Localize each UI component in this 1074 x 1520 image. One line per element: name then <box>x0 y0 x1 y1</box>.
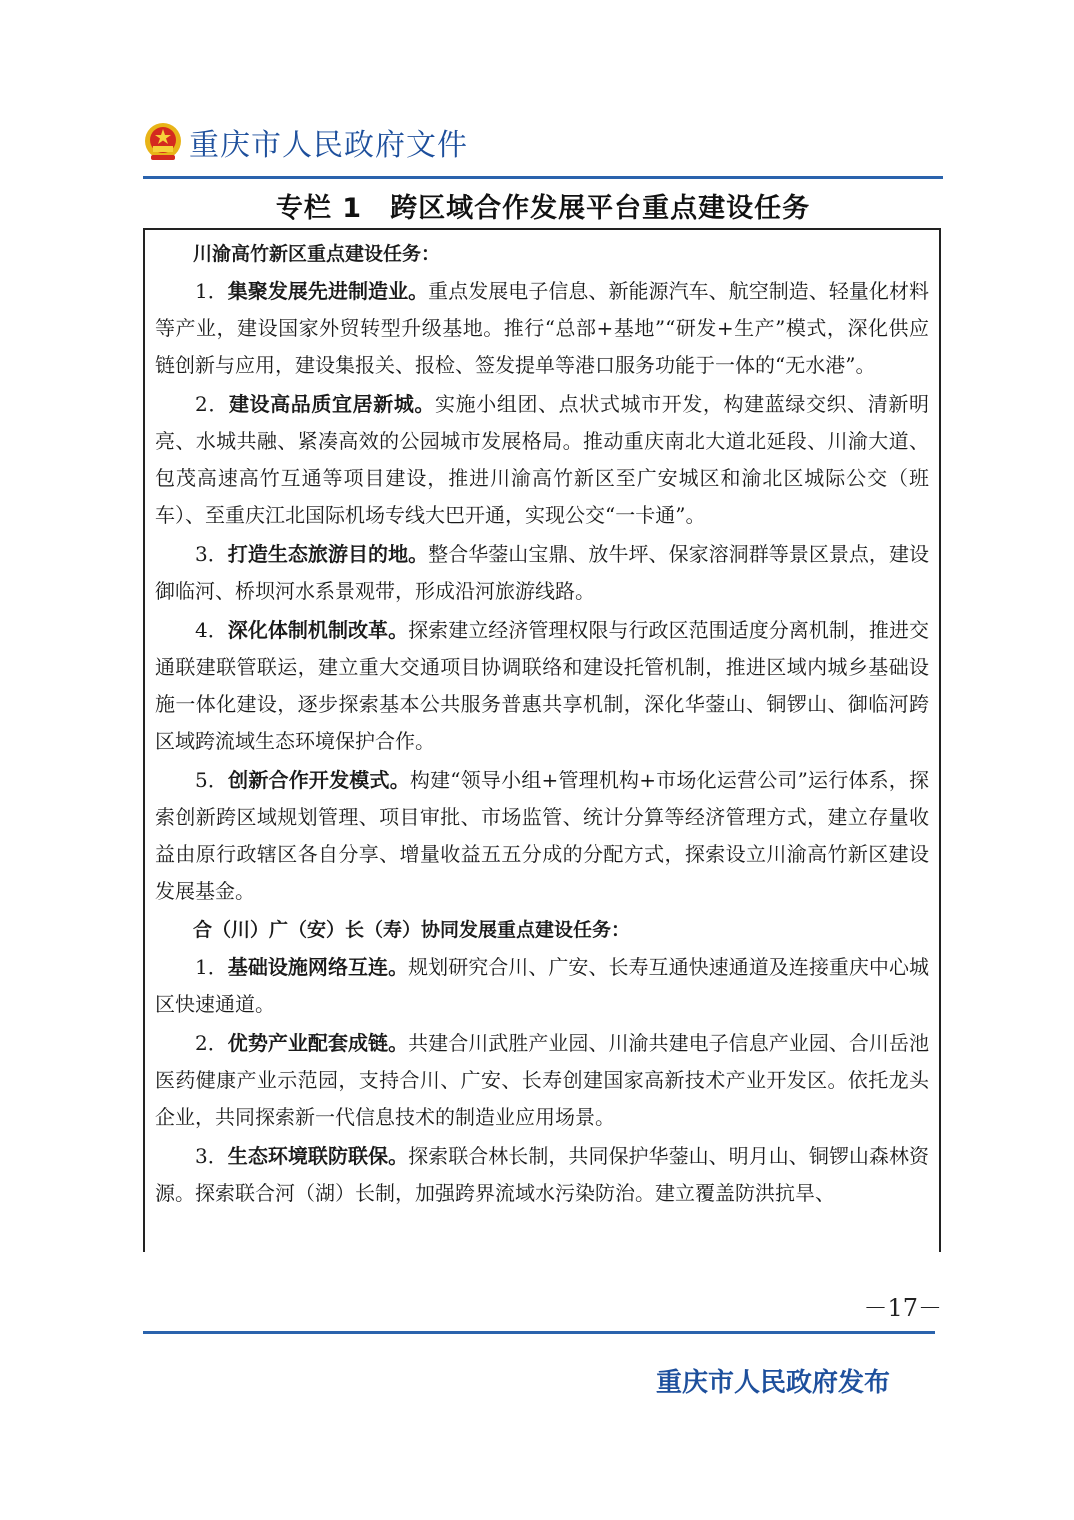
footer-publisher: 重庆市人民政府发布 <box>655 1368 890 1398</box>
item-text: 重点发展电子信息、新能源汽车、航空制造、轻量化材料等产业，建设国家外贸转型升级基地。推行“总部+基地”“研发+生产”模式，深化供应链创新与应用，建设集报关、报检、签发提单等港口服务功能于一体的“无水港”。 <box>155 279 929 377</box>
list-item <box>155 386 929 534</box>
item-number: 3． <box>195 1144 228 1168</box>
footer-rule <box>143 1331 935 1334</box>
item-text: 共建合川武胜产业园、川渝共建电子信息产业园、合川岳池医药健康产业示范园，支持合川、广安、长寿创建国家高新技术产业开发区。依托龙头企业，共同探索新一代信息技术的制造业应用场景。 <box>155 1031 930 1129</box>
item-number: 3． <box>195 542 228 566</box>
page-number: －17－ <box>863 1294 942 1322</box>
header-title: 重庆市人民政府文件 <box>189 128 468 163</box>
item-number: 2． <box>195 1031 228 1055</box>
item-title: 创新合作开发模式。 <box>228 768 410 792</box>
list-item <box>155 949 929 1023</box>
item-number: 2． <box>195 392 229 416</box>
item-title: 集聚发展先进制造业。 <box>227 279 429 303</box>
list-item <box>155 1138 929 1212</box>
item-number: 1． <box>195 279 228 303</box>
section-heading: 合（川）广（安）长（寿）协同发展重点建设任务： <box>193 919 631 941</box>
item-title: 基础设施网络互连。 <box>227 955 409 979</box>
item-text: 探索建立经济管理权限与行政区范围适度分离机制，推进交通联建联管联运，建立重大交通项目协调联络和建设托管机制，推进区域内城乡基础设施一体化建设，逐步探索基本公共服务普惠共享机制，深化华蓥山、铜锣山、御临河跨区域跨流域生态环境保护合作。 <box>155 618 930 753</box>
list-item <box>155 612 929 760</box>
item-text: 实施小组团、点状式城市开发，构建蓝绿交织、清新明亮、水城共融、紧凑高效的公园城市发展格局。推动重庆南北大道北延段、川渝大道、包茂高速高竹互通等项目建设，推进川渝高竹新区至广安城区和渝北区城际公交（班车）、至重庆江北国际机场专线大巴开通，实现公交“一卡通”。 <box>155 392 930 527</box>
item-text: 构建“领导小组+管理机构+市场化运营公司”运行体系，探索创新跨区域规划管理、项目审批、市场监管、统计分算等经济管理方式，建立存量收益由原行政辖区各自分享、增量收益五五分成的分配方式，探索设立川渝高竹新区建设发展基金。 <box>155 768 929 903</box>
item-title: 深化体制机制改革。 <box>227 618 409 642</box>
item-text: 探索联合林长制，共同保护华蓥山、明月山、铜锣山森林资源。探索联合河（湖）长制，加强跨界流域水污染防治。建立覆盖防洪抗旱、 <box>155 1144 930 1205</box>
section-heading: 川渝高竹新区重点建设任务： <box>193 243 441 265</box>
list-item <box>155 536 929 610</box>
column-box <box>143 228 941 1252</box>
item-title: 优势产业配套成链。 <box>227 1031 409 1055</box>
list-item <box>155 1025 929 1136</box>
item-title: 生态环境联防联保。 <box>227 1144 409 1168</box>
document-header <box>143 118 468 166</box>
column-title: 专栏 1 跨区域合作发展平台重点建设任务 <box>275 193 811 224</box>
item-text: 整合华蓥山宝鼎、放牛坪、保家溶洞群等景区景点，建设御临河、桥坝河水系景观带，形成沿河旅游线路。 <box>155 542 929 603</box>
item-text: 规划研究合川、广安、长寿互通快速通道及连接重庆中心城区快速通道。 <box>155 955 930 1016</box>
item-title: 建设高品质宜居新城。 <box>228 392 436 416</box>
header-rule <box>143 176 943 179</box>
national-emblem-icon <box>143 121 183 163</box>
item-number: 1． <box>195 955 228 979</box>
item-number: 5． <box>195 768 229 792</box>
list-item <box>155 762 929 910</box>
item-title: 打造生态旅游目的地。 <box>227 542 429 566</box>
list-item <box>155 273 929 384</box>
item-number: 4． <box>195 618 228 642</box>
